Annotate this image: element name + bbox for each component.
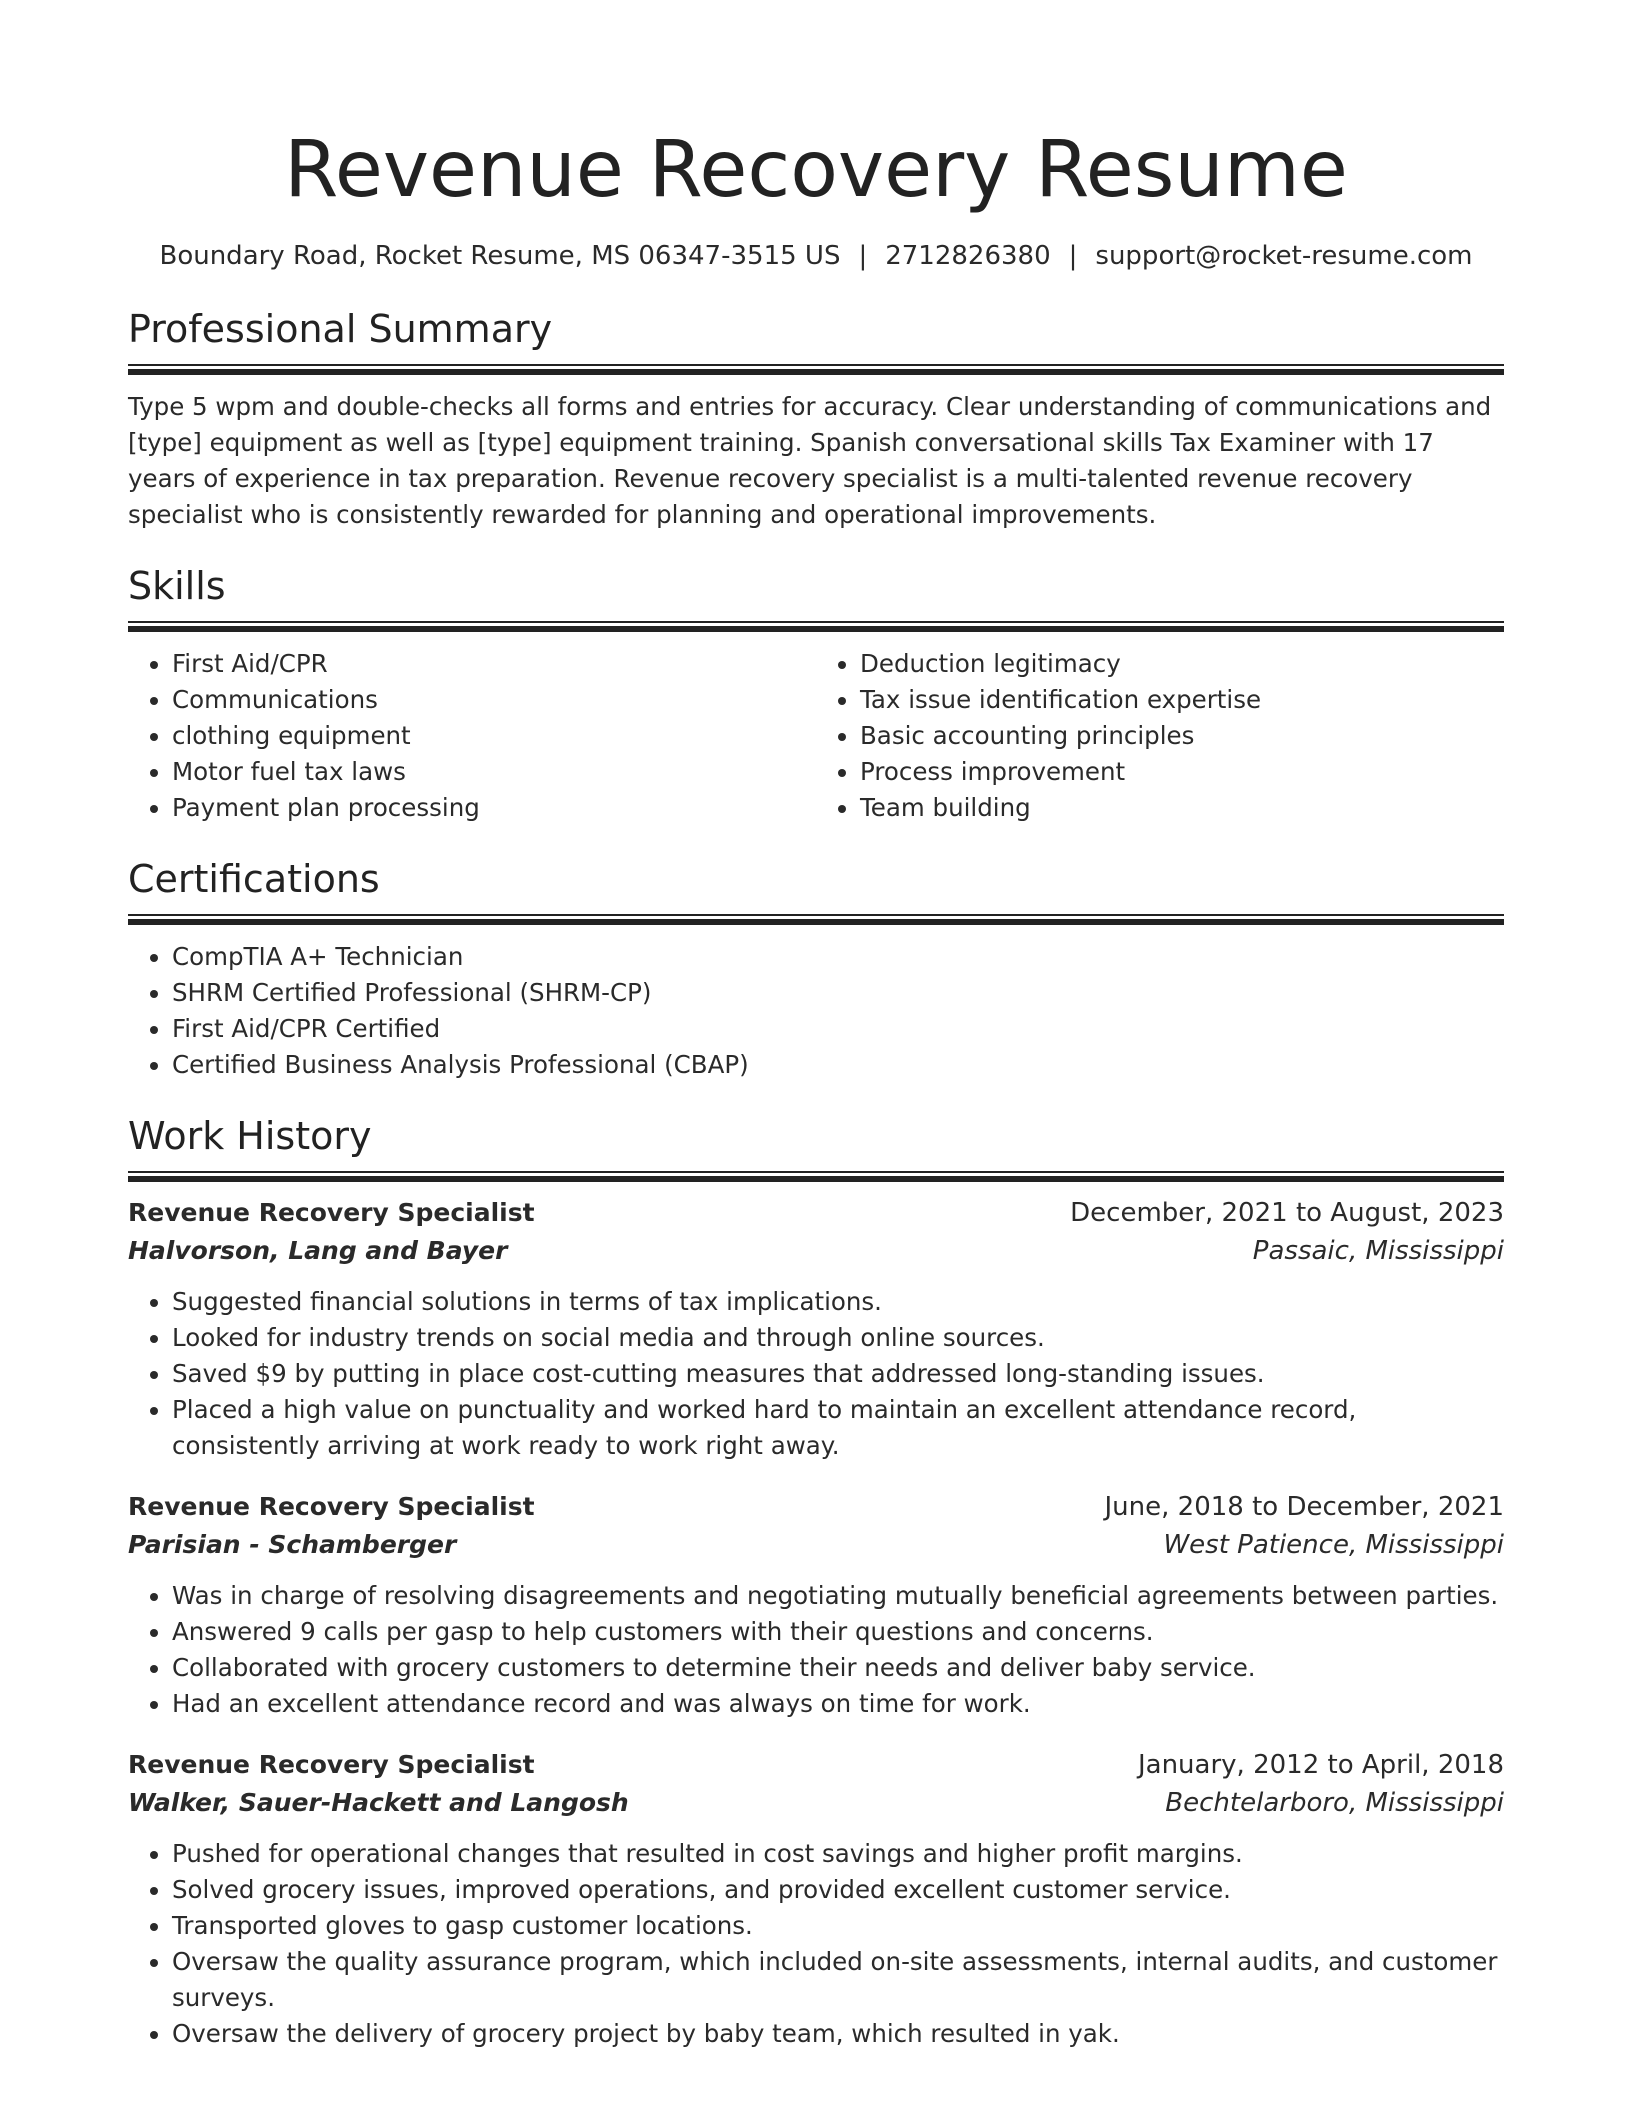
job-bullet: • Solved grocery issues, improved operations, and provided excellent customer service.: [172, 1872, 1504, 1908]
certification-item: • Certified Business Analysis Professional (CBAP): [172, 1047, 1504, 1083]
certification-item: • SHRM Certified Professional (SHRM-CP): [172, 975, 1504, 1011]
skill-item: • clothing equipment: [172, 718, 816, 754]
section-divider: [128, 364, 1504, 375]
job-header: [128, 1488, 1504, 1526]
job-header: [128, 1194, 1504, 1232]
contact-line: [128, 240, 1504, 272]
job-dates: January, 2012 to April, 2018: [1137, 1750, 1504, 1780]
resume-page: [128, 0, 1504, 2052]
section-title-skills: Skills: [128, 564, 226, 608]
job-bullets: [128, 1284, 1504, 1464]
skills-section: [128, 563, 1504, 826]
summary-section: [128, 306, 1504, 533]
section-divider: [128, 1171, 1504, 1182]
job-bullets: [128, 1578, 1504, 1722]
job-bullet: • Saved $9 by putting in place cost-cutting measures that addressed long-standing issues.: [172, 1356, 1504, 1392]
job-subheader: [128, 1526, 1504, 1564]
job-location: West Patience, Mississippi: [1163, 1530, 1504, 1560]
skill-item: • Basic accounting principles: [860, 718, 1504, 754]
section-divider: [128, 621, 1504, 632]
skill-item: • Payment plan processing: [172, 790, 816, 826]
job-title: Revenue Recovery Specialist: [128, 1198, 535, 1227]
job-bullet: • Oversaw the delivery of grocery project by baby team, which resulted in yak.: [172, 2016, 1504, 2052]
job-bullet: • Looked for industry trends on social media and through online sources.: [172, 1320, 1504, 1356]
contact-phone: 2712826380: [885, 241, 1051, 271]
job-title: Revenue Recovery Specialist: [128, 1492, 535, 1521]
job-subheader: [128, 1232, 1504, 1270]
job-bullet: • Oversaw the quality assurance program, which included on-site assessments, internal audits, and customer surveys.: [172, 1944, 1504, 2016]
skill-item: • Deduction legitimacy: [860, 646, 1504, 682]
section-divider: [128, 914, 1504, 925]
skill-item: • First Aid/CPR: [172, 646, 816, 682]
skills-list-left: [128, 646, 816, 826]
job-bullet: • Was in charge of resolving disagreements and negotiating mutually beneficial agreements between parties.: [172, 1578, 1504, 1614]
skill-item: • Tax issue identification expertise: [860, 682, 1504, 718]
job-bullet: • Pushed for operational changes that resulted in cost savings and higher profit margins.: [172, 1836, 1504, 1872]
skills-list-right: [816, 646, 1504, 826]
job-bullets: [128, 1836, 1504, 2052]
job-location: Bechtelarboro, Mississippi: [1165, 1788, 1504, 1818]
contact-email: support@rocket-resume.com: [1095, 241, 1473, 271]
job-bullet: • Had an excellent attendance record and was always on time for work.: [172, 1686, 1504, 1722]
skill-item: • Communications: [172, 682, 816, 718]
job-company: Walker, Sauer-Hackett and Langosh: [128, 1788, 629, 1817]
skills-columns: [128, 646, 1504, 826]
job-title: Revenue Recovery Specialist: [128, 1750, 535, 1779]
contact-separator: |: [1068, 241, 1078, 271]
resume-name: Revenue Recovery Resume: [284, 125, 1348, 215]
job-bullet: • Suggested financial solutions in terms of tax implications.: [172, 1284, 1504, 1320]
certifications-section: [128, 856, 1504, 1083]
job-company: Parisian - Schamberger: [128, 1530, 457, 1559]
job-bullet: • Placed a high value on punctuality and worked hard to maintain an excellent attendance record, consistently arriving at work ready to work right away.: [172, 1392, 1504, 1464]
job-bullet: • Transported gloves to gasp customer locations.: [172, 1908, 1504, 1944]
job-dates: December, 2021 to August, 2023: [1070, 1198, 1504, 1228]
certification-item: • CompTIA A+ Technician: [172, 939, 1504, 975]
skill-item: • Motor fuel tax laws: [172, 754, 816, 790]
job-subheader: [128, 1784, 1504, 1822]
contact-address: Boundary Road, Rocket Resume, MS 06347-3515 US: [159, 241, 841, 271]
summary-text: Type 5 wpm and double-checks all forms and entries for accuracy. Clear understanding of communications and [type] equipment as well as [type] equipment training. Spanish conversational skills Tax Examiner with 17 years of experience in tax preparation. Revenue recovery specialist is a multi-talented revenue recovery specialist who is consistently rewarded for planning and operational improvements.: [128, 392, 1492, 529]
job-entry: [128, 1194, 1504, 1464]
contact-separator: |: [858, 241, 868, 271]
job-header: [128, 1746, 1504, 1784]
certification-item: • First Aid/CPR Certified: [172, 1011, 1504, 1047]
section-title-certifications: Certifications: [128, 857, 380, 901]
certifications-list: [128, 939, 1504, 1083]
skill-item: • Team building: [860, 790, 1504, 826]
job-entry: [128, 1488, 1504, 1722]
work-history-section: [128, 1113, 1504, 2052]
job-location: Passaic, Mississippi: [1252, 1236, 1504, 1266]
job-entry: [128, 1746, 1504, 2052]
job-company: Halvorson, Lang and Bayer: [128, 1236, 508, 1265]
job-bullet: • Answered 9 calls per gasp to help customers with their questions and concerns.: [172, 1614, 1504, 1650]
section-title-summary: Professional Summary: [128, 307, 553, 351]
skill-item: • Process improvement: [860, 754, 1504, 790]
job-dates: June, 2018 to December, 2021: [1104, 1492, 1504, 1522]
job-bullet: • Collaborated with grocery customers to determine their needs and deliver baby service.: [172, 1650, 1504, 1686]
section-title-work-history: Work History: [128, 1114, 372, 1158]
